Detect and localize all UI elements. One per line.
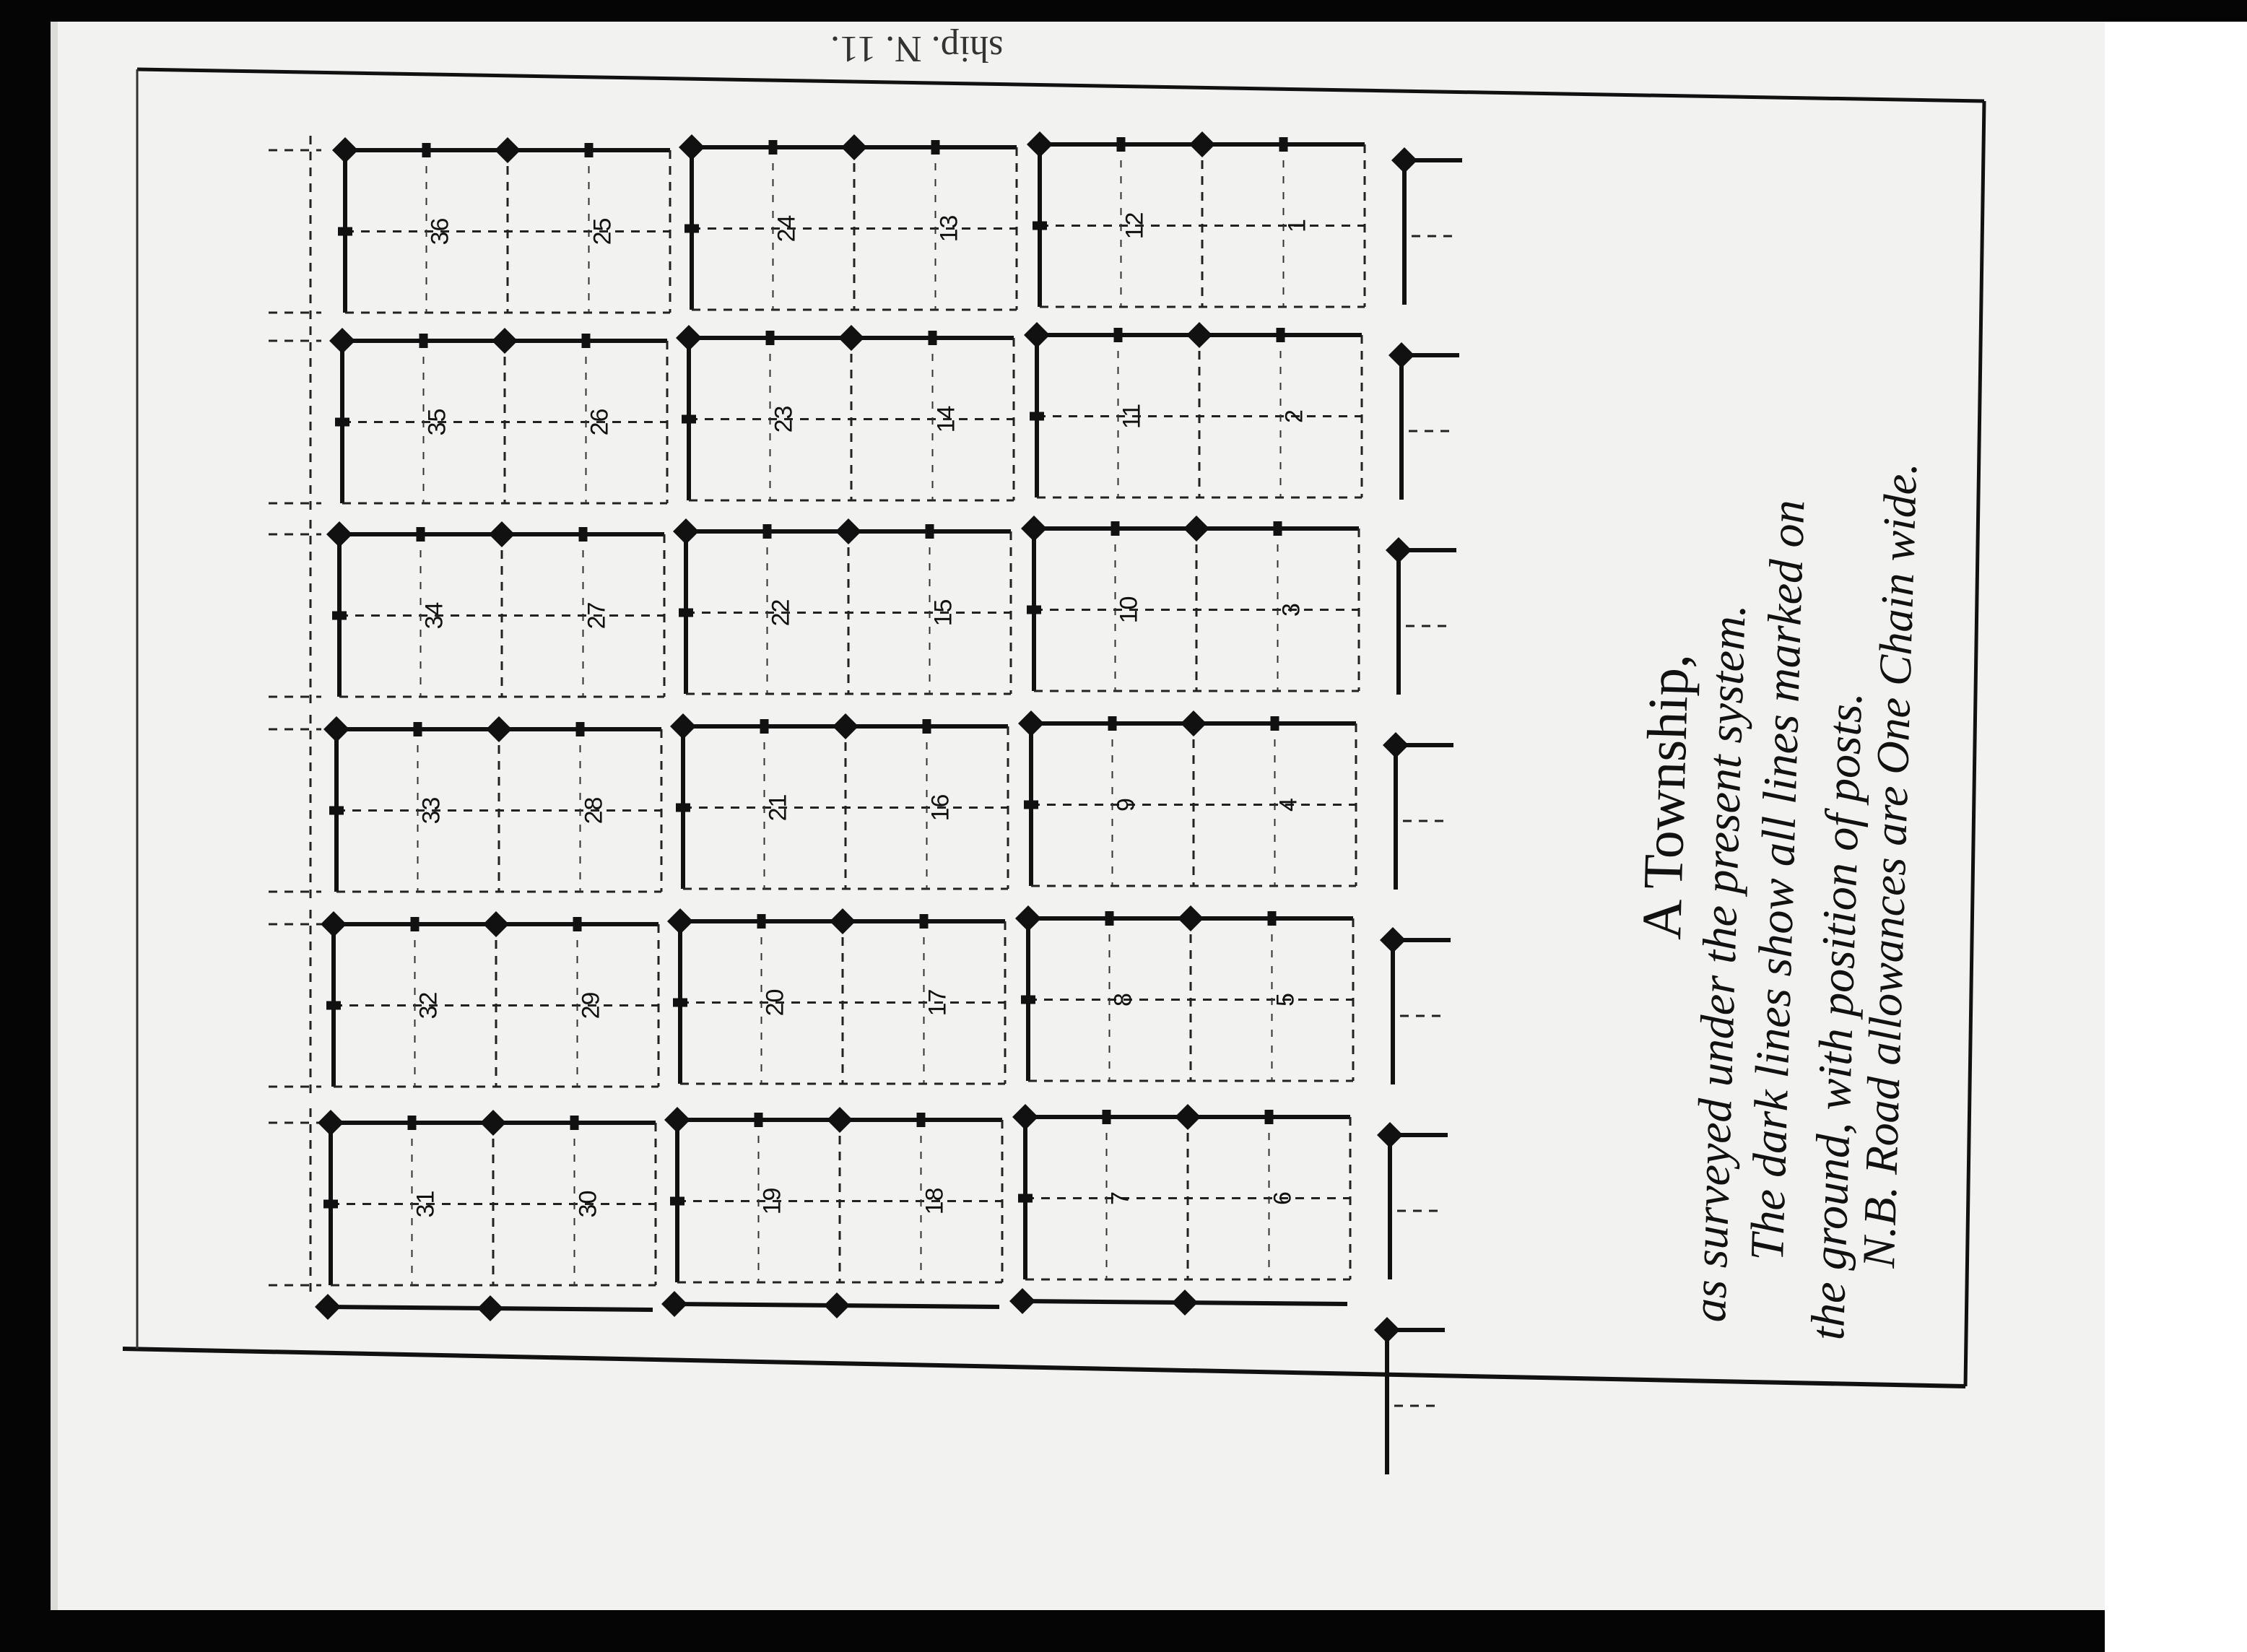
post-tick (582, 334, 591, 348)
post-marker (824, 1292, 850, 1318)
section-number: 21 (764, 794, 792, 822)
post-tick (408, 1116, 417, 1130)
post-marker (838, 325, 864, 351)
section-number: 25 (588, 217, 617, 245)
section-number: 1 (1283, 219, 1311, 232)
header-fragment: ship. N. 11. (830, 28, 1004, 69)
post-marker (1012, 1104, 1038, 1130)
section-number: 19 (758, 1187, 786, 1215)
post-tick (576, 722, 585, 736)
post-marker (315, 1294, 341, 1320)
post-marker (332, 137, 358, 163)
post-tick (1030, 412, 1044, 421)
post-marker (495, 137, 521, 163)
post-marker (673, 518, 699, 544)
section-number: 33 (417, 796, 446, 825)
post-tick (414, 722, 422, 736)
post-tick (1018, 1194, 1033, 1203)
post-tick (684, 225, 699, 233)
caption-title: A Township, (1629, 653, 1701, 941)
post-tick (1033, 222, 1047, 230)
post-marker (492, 328, 518, 354)
post-tick (417, 527, 425, 542)
frame-right-line (1965, 101, 1984, 1386)
post-tick (420, 334, 428, 348)
post-tick (1265, 1110, 1274, 1124)
post-tick (1114, 328, 1123, 342)
post-tick (411, 917, 420, 931)
post-marker (679, 134, 705, 160)
post-marker (1009, 1288, 1035, 1314)
post-marker (661, 1291, 687, 1317)
post-marker (1181, 710, 1207, 736)
post-tick (323, 1200, 338, 1209)
post-tick (1111, 521, 1120, 536)
post-tick (1279, 137, 1288, 152)
post-tick (1268, 911, 1277, 926)
section-number: 13 (935, 214, 963, 243)
post-marker (1015, 905, 1041, 931)
post-tick (579, 527, 588, 542)
post-marker (1178, 905, 1204, 931)
section-number: 34 (420, 601, 448, 630)
section-number: 24 (773, 214, 801, 243)
section-number: 4 (1274, 798, 1303, 812)
post-tick (332, 612, 347, 620)
post-tick (1027, 606, 1041, 614)
post-marker (1172, 1290, 1198, 1316)
post-marker (830, 908, 856, 934)
section-number: 2 (1280, 409, 1308, 423)
post-tick (769, 140, 778, 155)
section-number: 27 (583, 601, 611, 630)
post-tick (917, 1113, 926, 1127)
post-tick (335, 418, 349, 427)
post-tick (1024, 801, 1038, 809)
section-number: 32 (414, 991, 443, 1020)
section-number: 30 (574, 1190, 602, 1218)
post-marker (1018, 710, 1044, 736)
post-tick (670, 1197, 684, 1206)
post-marker (483, 911, 509, 937)
post-tick (422, 143, 431, 157)
section-number: 3 (1277, 603, 1305, 617)
post-tick (1117, 137, 1126, 152)
post-tick (920, 914, 929, 929)
section-number: 12 (1121, 212, 1149, 240)
post-tick (923, 719, 931, 734)
section-number: 35 (423, 408, 451, 436)
post-marker (1024, 322, 1050, 348)
post-tick (682, 415, 696, 424)
post-marker (326, 521, 352, 547)
post-marker (489, 521, 515, 547)
section-number: 26 (586, 408, 614, 436)
section-number: 29 (577, 991, 605, 1020)
post-tick (338, 227, 352, 236)
post-marker (486, 716, 512, 742)
post-marker (477, 1295, 503, 1321)
caption-subtitle: as surveyed under the present system. (1682, 603, 1756, 1323)
section-number: 7 (1106, 1191, 1134, 1205)
post-marker (1189, 131, 1215, 157)
post-tick (926, 524, 934, 539)
post-marker (667, 908, 693, 934)
section-number: 5 (1272, 993, 1300, 1007)
post-tick (766, 331, 775, 345)
section-number: 14 (932, 405, 960, 433)
post-marker (827, 1107, 853, 1133)
post-tick (1274, 521, 1282, 536)
post-tick (573, 917, 582, 931)
post-marker (480, 1110, 506, 1136)
post-marker (321, 911, 347, 937)
post-tick (1103, 1110, 1111, 1124)
section-number: 15 (929, 599, 957, 627)
section-number: 9 (1112, 798, 1140, 812)
post-tick (329, 807, 344, 815)
post-marker (835, 518, 861, 544)
section-number: 28 (580, 796, 608, 825)
post-marker (676, 325, 702, 351)
section-number: 11 (1118, 403, 1146, 430)
section-number: 31 (412, 1190, 440, 1218)
frame-bottom-line (123, 1349, 1965, 1386)
post-marker (841, 134, 867, 160)
post-marker (329, 328, 355, 354)
post-marker (664, 1107, 690, 1133)
post-tick (673, 999, 687, 1007)
post-tick (570, 1116, 579, 1130)
post-marker (1175, 1104, 1201, 1130)
post-tick (1105, 911, 1114, 926)
section-number: 8 (1109, 993, 1137, 1007)
post-marker (833, 713, 859, 739)
post-marker (323, 716, 349, 742)
post-tick (760, 719, 769, 734)
section-number: 20 (761, 988, 789, 1017)
section-number: 22 (767, 599, 795, 627)
post-tick (929, 331, 937, 345)
section-number: 16 (926, 794, 955, 822)
post-marker (1183, 516, 1209, 542)
post-marker (1186, 322, 1212, 348)
caption-note: N.B. Road allowances are One Chain wide. (1852, 461, 1927, 1269)
post-tick (676, 804, 690, 812)
post-tick (1277, 328, 1285, 342)
post-marker (1027, 131, 1053, 157)
section-number: 36 (426, 217, 454, 245)
post-tick (326, 1001, 341, 1010)
post-tick (755, 1113, 763, 1127)
post-tick (585, 143, 594, 157)
post-tick (1271, 716, 1279, 731)
post-tick (757, 914, 766, 929)
post-tick (679, 609, 693, 617)
post-tick (931, 140, 940, 155)
post-marker (1021, 516, 1047, 542)
caption-line-2: the ground, with position of posts. (1801, 691, 1873, 1342)
caption-line-1: The dark lines show all lines marked on (1740, 499, 1815, 1262)
post-tick (1021, 996, 1035, 1004)
frame-top-line (137, 69, 1984, 101)
post-marker (670, 713, 696, 739)
post-marker (318, 1110, 344, 1136)
section-number: 6 (1269, 1191, 1297, 1205)
post-tick (1108, 716, 1117, 731)
section-number: 10 (1115, 596, 1143, 624)
section-number: 23 (770, 405, 798, 433)
post-tick (763, 524, 772, 539)
section-number: 18 (921, 1187, 949, 1215)
section-number: 17 (923, 988, 952, 1017)
